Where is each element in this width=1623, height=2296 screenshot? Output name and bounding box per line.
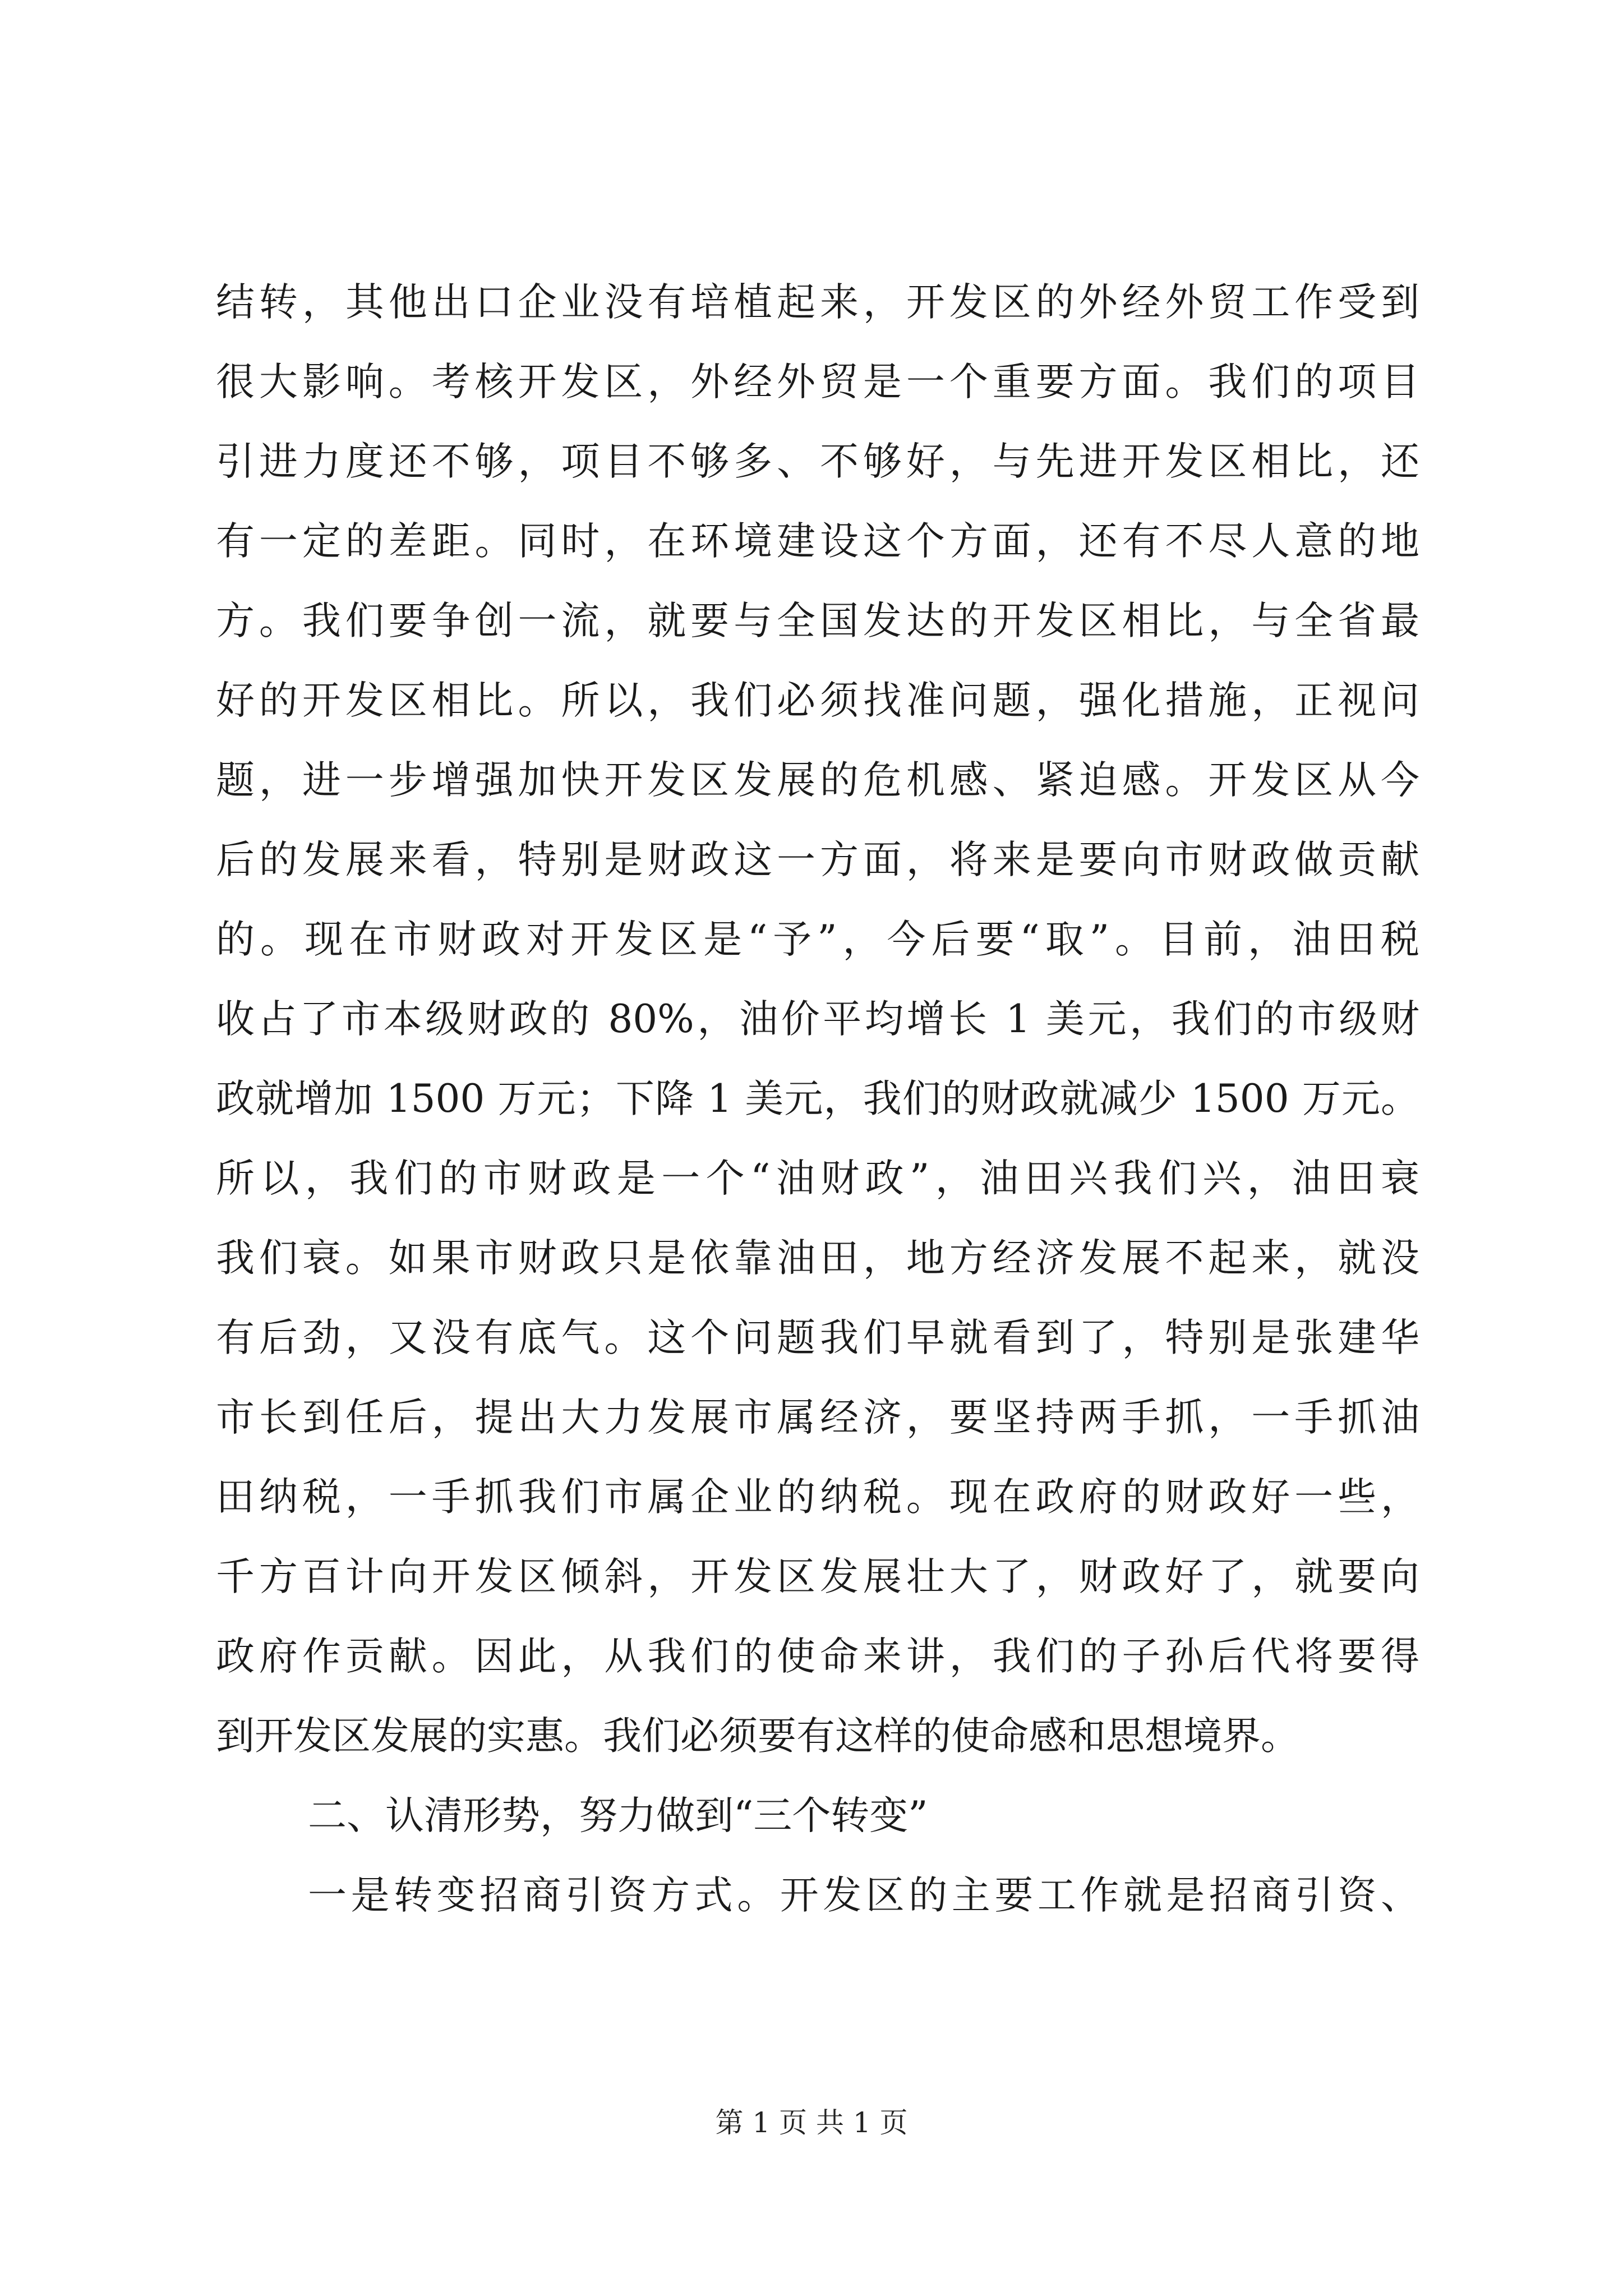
text-line: 很大影响。考核开发区，外经外贸是一个重要方面。我们的项目 [216, 360, 1419, 404]
text-line: 收占了市本级财政的 80%，油价平均增长 1 美元，我们的市级财 [216, 997, 1419, 1042]
text-line: 政府作贡献。因此，从我们的使命来讲，我们的子孙后代将要得 [216, 1634, 1419, 1679]
text-line: 结转，其他出口企业没有培植起来，开发区的外经外贸工作受到 [216, 280, 1419, 325]
section-heading: 二、认清形势，努力做到“三个转变” [308, 1793, 928, 1838]
text-line: 田纳税，一手抓我们市属企业的纳税。现在政府的财政好一些， [216, 1475, 1419, 1520]
text-line: 的。现在市财政对开发区是“予”，今后要“取”。目前，油田税 [216, 917, 1419, 962]
text-line: 好的开发区相比。所以，我们必须找准问题，强化措施，正视问 [216, 678, 1419, 723]
text-line: 有一定的差距。同时，在环境建设这个方面，还有不尽人意的地 [216, 519, 1419, 564]
text-line: 政就增加 1500 万元；下降 1 美元，我们的财政就减少 1500 万元。 [216, 1076, 1419, 1121]
text-line: 引进力度还不够，项目不够多、不够好，与先进开发区相比，还 [216, 439, 1419, 484]
text-line: 有后劲，又没有底气。这个问题我们早就看到了，特别是张建华 [216, 1315, 1419, 1360]
text-line: 千方百计向开发区倾斜，开发区发展壮大了，财政好了，就要向 [216, 1554, 1419, 1599]
body-text [216, 263, 1419, 1935]
paragraph-start: 一是转变招商引资方式。开发区的主要工作就是招商引资、 [308, 1873, 1419, 1918]
page-footer: 第 1 页 共 1 页 [715, 2106, 908, 2139]
text-line: 所以，我们的市财政是一个“油财政”，油田兴我们兴，油田衰 [216, 1156, 1419, 1201]
text-line: 后的发展来看，特别是财政这一方面，将来是要向市财政做贡献 [216, 838, 1419, 882]
text-line: 到开发区发展的实惠。我们必须要有这样的使命感和思想境界。 [216, 1714, 1299, 1759]
text-line: 方。我们要争创一流，就要与全国发达的开发区相比，与全省最 [216, 599, 1419, 643]
text-line: 市长到任后，提出大力发展市属经济，要坚持两手抓，一手抓油 [216, 1395, 1419, 1440]
text-line: 题，进一步增强加快开发区发展的危机感、紧迫感。开发区从今 [216, 758, 1419, 803]
text-line: 我们衰。如果市财政只是依靠油田，地方经济发展不起来，就没 [216, 1236, 1419, 1281]
